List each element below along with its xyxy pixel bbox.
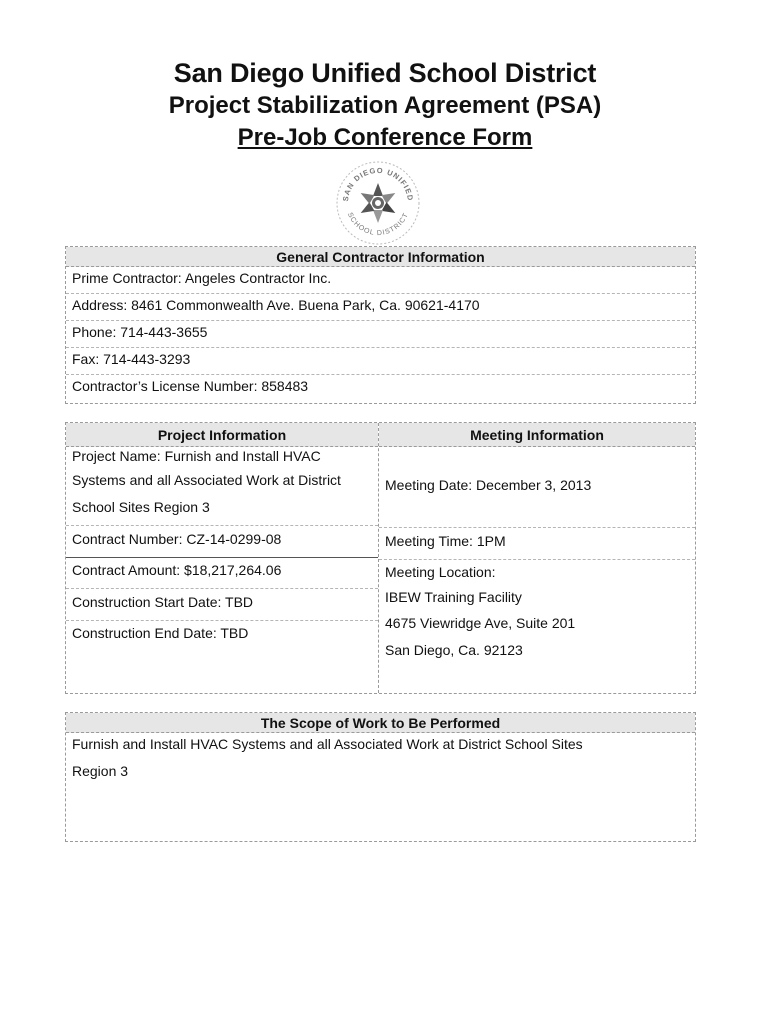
meeting-location-line: IBEW Training Facility (385, 589, 522, 605)
project-meeting-section (65, 422, 696, 694)
general-contractor-section (65, 246, 696, 404)
project-name-field (66, 445, 378, 526)
logo-bottom-text: SCHOOL DISTRICT (345, 211, 411, 238)
meeting-location-label: Meeting Location: (385, 564, 496, 580)
meeting-info-heading: Meeting Information (379, 423, 695, 447)
contract-number-field: Contract Number: CZ-14-0299-08 (66, 526, 378, 558)
star-seal-icon (358, 183, 398, 223)
page-subtitle: Project Stabilization Agreement (PSA) (168, 92, 602, 119)
scope-text-line: Furnish and Install HVAC Systems and all Associated Work at District School Sites (72, 736, 583, 752)
meeting-date-cell (379, 447, 695, 528)
address-field: Address: 8461 Commonwealth Ave. Buena Park, Ca. 90621-4170 (66, 294, 695, 321)
page-title: San Diego Unified School District (173, 58, 597, 88)
logo-top-text: SAN DIEGO UNIFIED (340, 165, 416, 202)
fax-field: Fax: 714-443-3293 (66, 348, 695, 375)
prime-contractor-field: Prime Contractor: Angeles Contractor Inc. (66, 267, 695, 294)
project-info-column (66, 423, 379, 693)
start-date-field: Construction Start Date: TBD (66, 589, 378, 621)
scope-text-line: Region 3 (72, 763, 129, 779)
project-info-heading: Project Information (66, 423, 378, 447)
project-name-line: Systems and all Associated Work at District (72, 472, 341, 488)
general-contractor-heading: General Contractor Information (66, 247, 695, 267)
project-name-line: School Sites Region 3 (72, 499, 210, 515)
meeting-date-field: Meeting Date: December 3, 2013 (385, 477, 592, 493)
form-title: Pre-Job Conference Form (237, 124, 533, 151)
meeting-location-cell (379, 560, 695, 664)
meeting-info-column (379, 423, 695, 693)
scope-heading: The Scope of Work to Be Performed (66, 713, 695, 733)
meeting-time-field: Meeting Time: 1PM (379, 528, 695, 560)
license-field: Contractor’s License Number: 858483 (72, 378, 309, 394)
meeting-location-line: San Diego, Ca. 92123 (385, 642, 523, 658)
phone-field: Phone: 714-443-3655 (66, 321, 695, 348)
end-date-field: Construction End Date: TBD (72, 625, 249, 641)
contract-amount-field: Contract Amount: $18,217,264.06 (66, 558, 378, 589)
scope-of-work-section (65, 712, 696, 842)
district-logo (335, 160, 421, 246)
meeting-location-line: 4675 Viewridge Ave, Suite 201 (385, 615, 576, 631)
project-name-line: Project Name: Furnish and Install HVAC (72, 448, 321, 464)
